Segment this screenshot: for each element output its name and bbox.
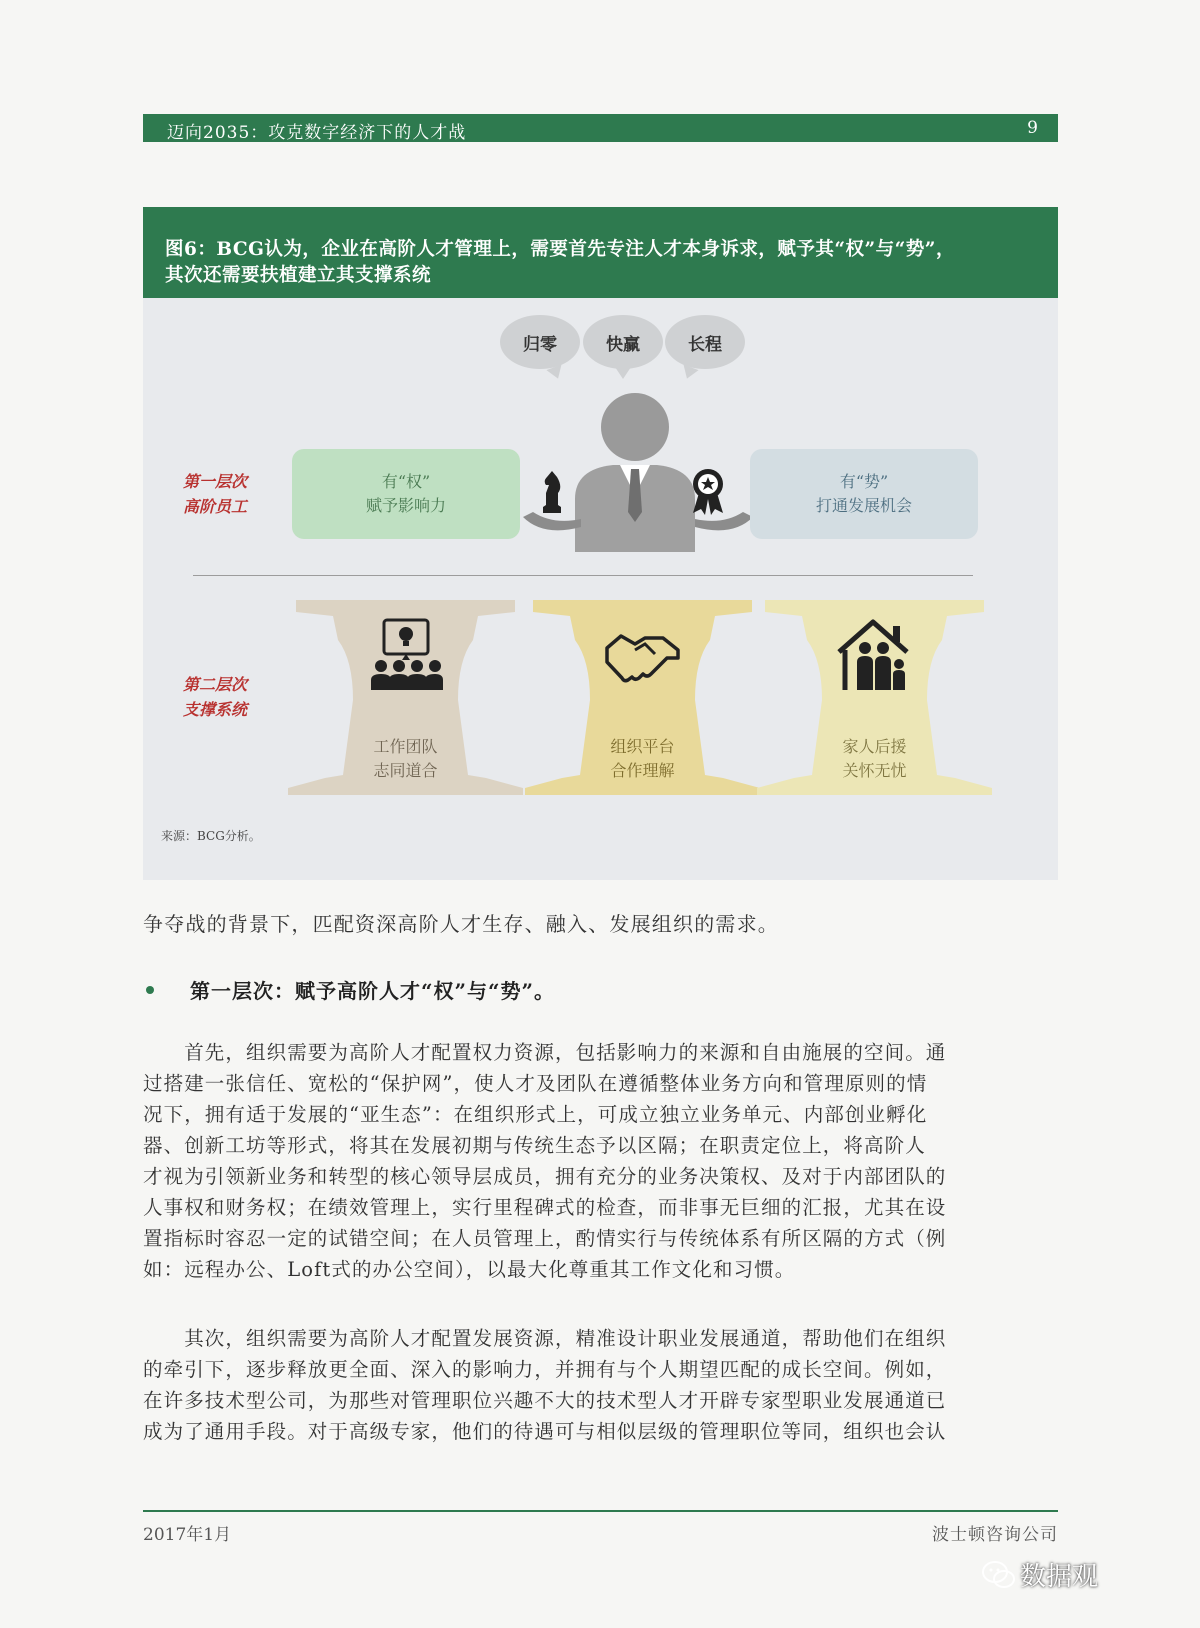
pillar-line2: 关怀无忧 <box>842 761 907 780</box>
para2-line: 成为了通用手段。对于高级专家，他们的待遇可与相似层级的管理职位等同，组织也会认 <box>143 1420 947 1443</box>
tier1-label-line2: 高阶员工 <box>182 497 247 516</box>
chess-knight-icon <box>537 469 567 515</box>
figure-source: 来源：BCG分析。 <box>161 829 261 843</box>
handshake-icon <box>605 618 680 693</box>
para1-line: 首先，组织需要为高阶人才配置权力资源，包括影响力的来源和自由施展的空间。通 <box>143 1041 947 1064</box>
tier2-label-line2: 支撑系统 <box>182 700 247 719</box>
award-ribbon-icon <box>689 467 727 515</box>
pillar-line2: 合作理解 <box>610 761 675 780</box>
footer-rule <box>143 1510 1058 1512</box>
running-header-title: 迈向2035：攻克数字经济下的人才战 <box>167 123 467 143</box>
para1-line: 况下，拥有适于发展的“亚生态”：在组织形式上，可成立独立业务单元、内部创业孵化 <box>143 1103 928 1126</box>
page-number: 9 <box>1027 118 1038 138</box>
para1-line: 如：远程办公、Loft式的办公空间），以最大化尊重其工作文化和习惯。 <box>143 1258 796 1281</box>
pillar-work-team-text <box>288 735 523 783</box>
watermark-text: 数据观 <box>1020 1562 1099 1592</box>
pillar-org-platform <box>525 600 760 795</box>
pillar-family-support-text <box>757 735 992 783</box>
footer-company: 波士顿咨询公司 <box>932 1525 1058 1545</box>
pillar-org-platform-text <box>525 735 760 783</box>
bubble-kuaiying <box>583 315 663 369</box>
bullet-dot <box>146 986 154 994</box>
tier2-label <box>170 672 260 722</box>
pillar-line1: 工作团队 <box>373 737 438 756</box>
para2-line: 其次，组织需要为高阶人才配置发展资源，精准设计职业发展通道，帮助他们在组织 <box>143 1327 947 1350</box>
para1-line: 人事权和财务权；在绩效管理上，实行里程碑式的检查，而非事无巨细的汇报，尤其在设 <box>143 1196 947 1219</box>
bubble-guiling <box>500 315 580 369</box>
box-power-line1: 有“权” <box>381 472 431 491</box>
para2-line: 的牵引下，逐步释放更全面、深入的影响力，并拥有与个人期望匹配的成长空间。例如， <box>143 1358 947 1381</box>
paragraph-2 <box>143 1323 1058 1447</box>
wechat-icon <box>982 1560 1016 1590</box>
para1-line: 过搭建一张信任、宽松的“保护网”，使人才及团队在遵循整体业务方向和管理原则的情 <box>143 1072 928 1095</box>
bubble-label: 长程 <box>688 334 722 355</box>
tier2-label-line1: 第二层次 <box>182 675 247 694</box>
running-header <box>143 114 1058 142</box>
para1-line: 置指标时容忍一定的试错空间；在人员管理上，酌情实行与传统体系有所区隔的方式（例 <box>143 1227 947 1250</box>
para1-line: 才视为引领新业务和转型的核心领导层成员，拥有充分的业务决策权、及对于内部团队的 <box>143 1165 947 1188</box>
bubble-changcheng <box>665 315 745 369</box>
box-momentum-line2: 打通发展机会 <box>815 496 912 515</box>
family-home-icon <box>837 618 912 693</box>
para1-line: 器、创新工坊等形式，将其在发展初期与传统生态予以区隔；在职责定位上，将高阶人 <box>143 1134 926 1157</box>
pillar-family-support <box>757 600 992 795</box>
figure-title-line1: 图6：BCG认为，企业在高阶人才管理上，需要首先专注人才本身诉求，赋予其“权”与“势”， <box>165 239 955 260</box>
box-power-line2: 赋予影响力 <box>365 496 446 515</box>
box-power <box>292 449 520 539</box>
figure-title-line2: 其次还需要扶植建立其支撑系统 <box>165 265 432 286</box>
footer-date: 2017年1月 <box>143 1525 232 1545</box>
tier1-label <box>170 469 260 519</box>
tier1-label-line1: 第一层次 <box>182 472 247 491</box>
para2-line: 在许多技术型公司，为那些对管理职位兴趣不大的技术型人才开辟专家型职业发展通道已 <box>143 1389 947 1412</box>
box-momentum-line1: 有“势” <box>839 472 889 491</box>
figure-6 <box>143 207 1058 880</box>
bullet-heading: 第一层次：赋予高阶人才“权”与“势”。 <box>190 979 556 1003</box>
intro-line: 争夺战的背景下，匹配资深高阶人才生存、融入、发展组织的需求。 <box>143 912 779 936</box>
pillar-work-team <box>288 600 523 795</box>
pillar-line2: 志同道合 <box>373 761 438 780</box>
pillar-line1: 组织平台 <box>610 737 675 756</box>
box-momentum <box>750 449 978 539</box>
figure-title-bar <box>143 207 1058 298</box>
paragraph-1 <box>143 1037 1058 1285</box>
tier-divider <box>193 575 973 576</box>
pillar-line1: 家人后援 <box>842 737 907 756</box>
bubble-label: 归零 <box>523 334 557 355</box>
team-idea-icon <box>368 618 443 693</box>
bubble-label: 快赢 <box>606 334 640 355</box>
